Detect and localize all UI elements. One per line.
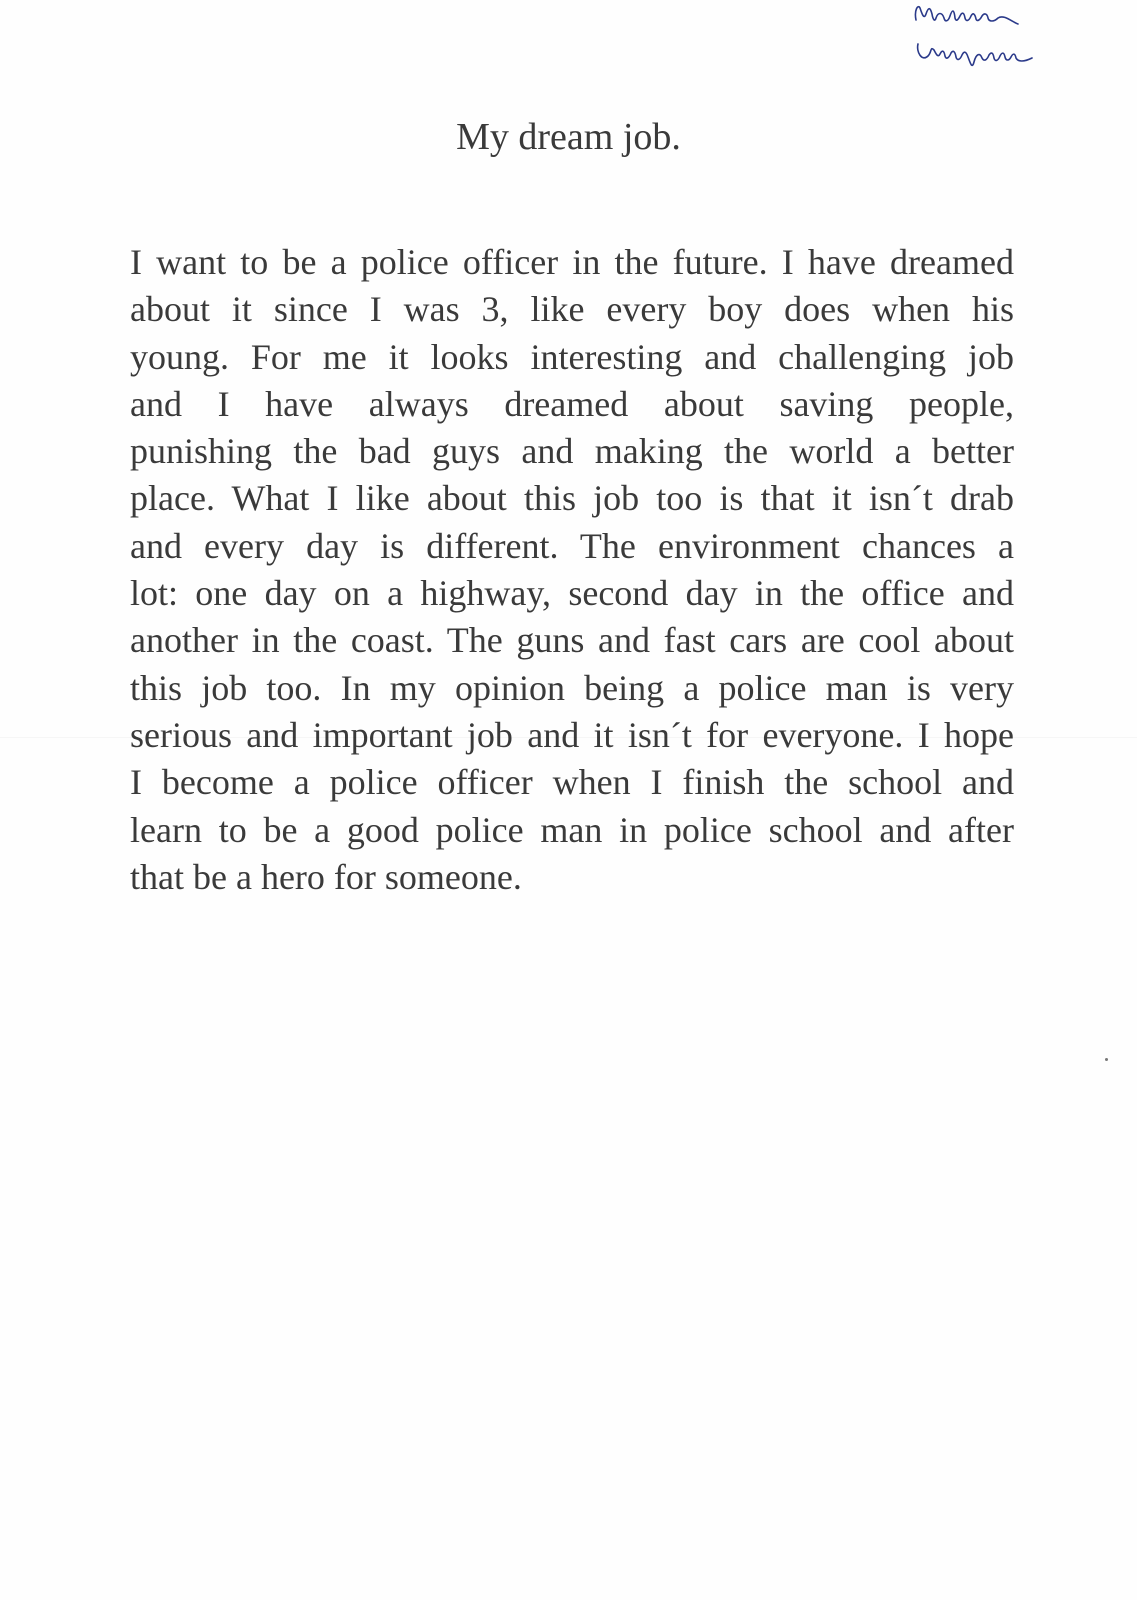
essay-line: about it since I was 3, like every boy does when his [130, 289, 1014, 330]
essay-line: I become a police officer when I finish the school and [130, 762, 1014, 803]
essay-line: this job too. In my opinion being a police man is very [130, 667, 1014, 708]
scan-speck [1105, 1058, 1108, 1061]
essay-line: and I have always dreamed about saving people, [130, 383, 1014, 424]
essay-title: My dream job. [456, 116, 681, 158]
essay-line: I want to be a police officer in the future. I have dreamed [130, 242, 1014, 282]
signature-drawing [908, 0, 1068, 80]
handwritten-signature [908, 0, 1068, 80]
paper-fold-line [0, 737, 1137, 738]
essay-line: another in the coast. The guns and fast cars are cool about [130, 620, 1014, 661]
essay-line: learn to be a good police man in police school and after [130, 809, 1014, 850]
essay-line: lot: one day on a highway, second day in the office and [130, 573, 1014, 614]
essay-body [130, 239, 1014, 901]
essay-line: place. What I like about this job too is that it isn´t drab [130, 478, 1014, 519]
essay-line: punishing the bad guys and making the world a better [130, 431, 1014, 472]
essay-line: that be a hero for someone. [130, 856, 522, 897]
essay-line: serious and important job and it isn´t for everyone. I hope [130, 714, 1014, 755]
essay-line: young. For me it looks interesting and challenging job [130, 336, 1014, 377]
essay-line: and every day is different. The environment chances a [130, 525, 1014, 566]
